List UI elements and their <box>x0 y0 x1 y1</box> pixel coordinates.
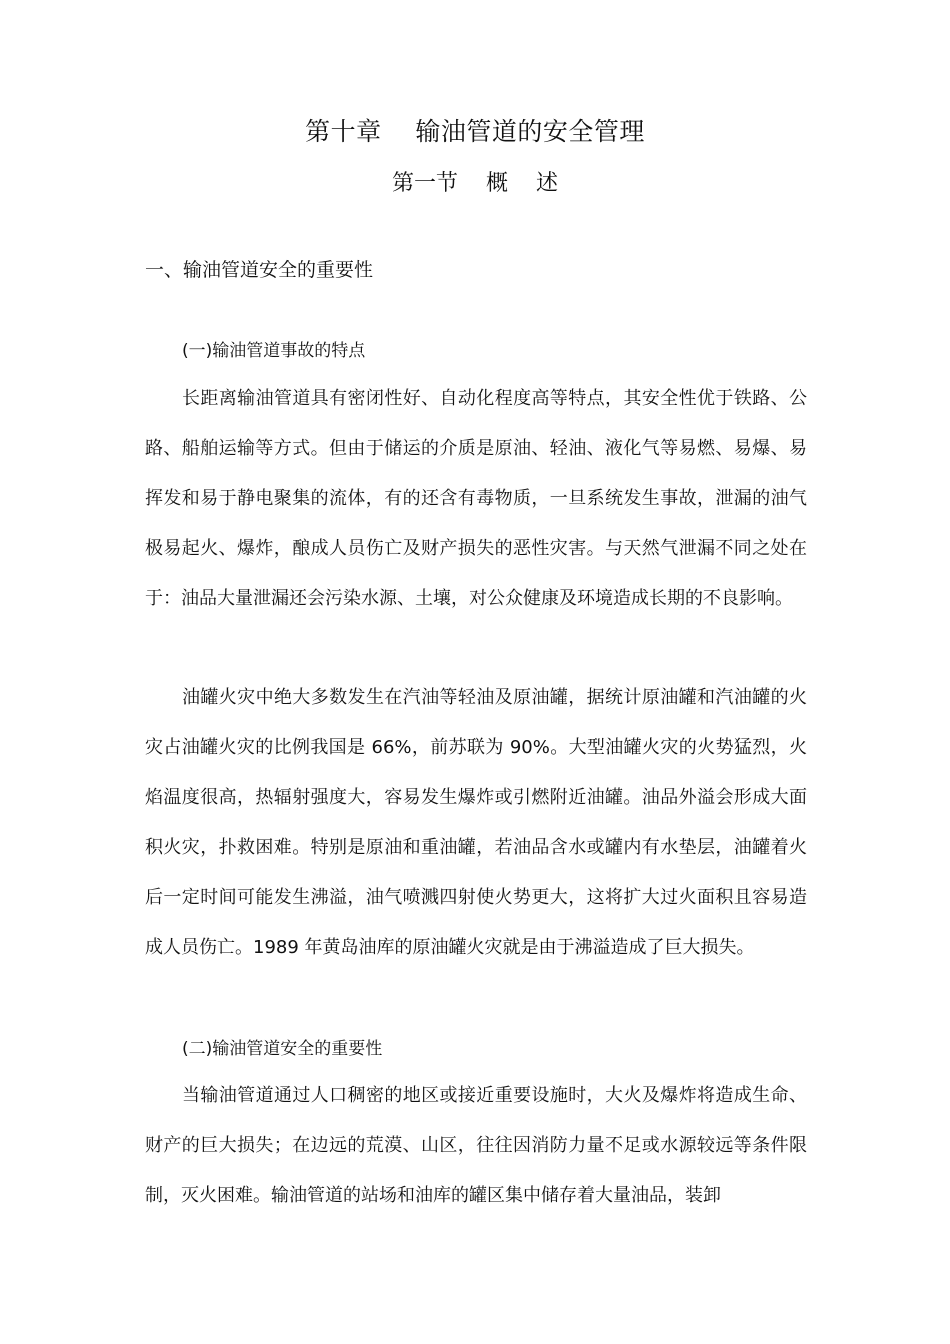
chapter-title: 第十章 输油管道的安全管理 <box>305 117 645 146</box>
subheading-accident-features: (一)输油管道事故的特点 <box>182 341 366 361</box>
paragraph-pipeline-safety: 长距离输油管道具有密闭性好、自动化程度高等特点，其安全性优于铁路、公路、船舶运输等方式。但由于储运的介质是原油、轻油、液化气等易燃、易爆、易挥发和易于静电聚集的流体，有的还含有毒物质，一旦系统发生事故，泄漏的油气极易起火、爆炸，酿成人员伤亡及财产损失的恶性灾害。与天然气泄漏不同之处在于：油品大量泄漏还会污染水源、土壤，对公众健康及环境造成长期的不良影响。 <box>145 388 807 609</box>
subheading-safety-importance: (二)输油管道安全的重要性 <box>182 1039 383 1059</box>
paragraph-populated-areas: 当输油管道通过人口稠密的地区或接近重要设施时，大火及爆炸将造成生命、财产的巨大损失；在边远的荒漠、山区，往往因消防力量不足或水源较远等条件限制，灭火困难。输油管道的站场和油库的罐区集中储存着大量油品，装卸 <box>145 1085 807 1206</box>
section-title: 第一节 概 述 <box>392 171 558 196</box>
section-heading: 一、输油管道安全的重要性 <box>145 259 374 281</box>
paragraph-tank-fire: 油罐火灾中绝大多数发生在汽油等轻油及原油罐，据统计原油罐和汽油罐的火灾占油罐火灾的比例我国是 66%，前苏联为 90%。大型油罐火灾的火势猛烈，火焰温度很高，热辐射强度大，容易发生爆炸或引燃附近油罐。油品外溢会形成大面积火灾，扑救困难。特别是原油和重油罐，若油品含水或罐内有水垫层，油罐着火后一定时间可能发生沸溢，油气喷溅四射使火势更大，这将扩大过火面积且容易造成人员伤亡。1989 年黄岛油库的原油罐火灾就是由于沸溢造成了巨大损失。 <box>145 687 807 958</box>
